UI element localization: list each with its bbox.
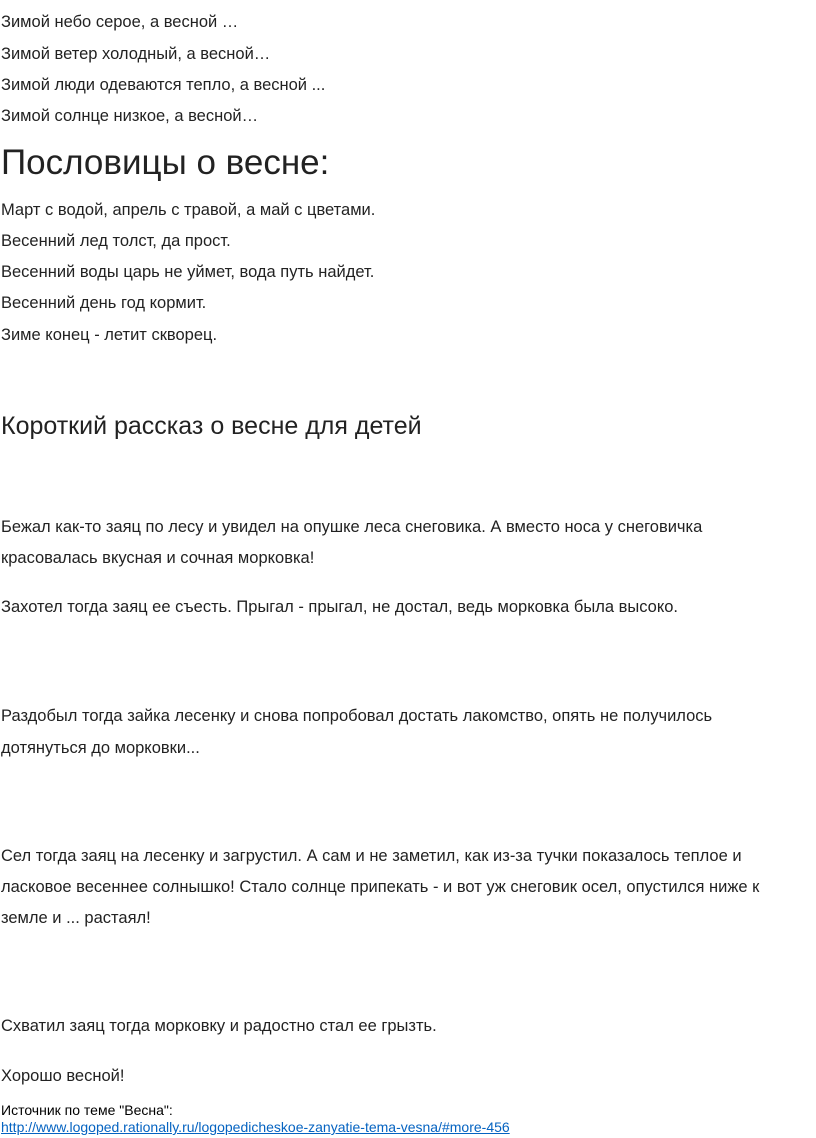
proverb-line: Весенний день год кормит. [1, 294, 207, 312]
riddle-line: Зимой люди одеваются тепло, а весной ... [1, 76, 326, 94]
story-line: Раздобыл тогда зайка лесенку и снова попробовал достать лакомство, опять не получилось [1, 707, 713, 725]
riddle-line: Зимой солнце низкое, а весной… [1, 107, 259, 125]
story-heading: Короткий рассказ о весне для детей [1, 412, 422, 440]
story-line: красовалась вкусная и сочная морковка! [1, 549, 315, 567]
story-line: Хорошо весной! [1, 1067, 125, 1085]
story-line: Схватил заяц тогда морковку и радостно стал ее грызть. [1, 1017, 437, 1035]
source-link[interactable]: http://www.logoped.rationally.ru/logopedicheskoe-zanyatie-tema-vesna/#more-456 [1, 1119, 510, 1135]
story-line: Сел тогда заяц на лесенку и загрустил. А сам и не заметил, как из-за тучки показалось теплое и [1, 847, 742, 865]
story-line: Захотел тогда заяц ее съесть. Прыгал - прыгал, не достал, ведь морковка была высоко. [1, 598, 678, 616]
story-line: дотянуться до морковки... [1, 739, 200, 757]
proverb-line: Весенний воды царь не уймет, вода путь найдет. [1, 263, 375, 281]
proverb-line: Зиме конец - летит скворец. [1, 326, 218, 344]
story-line: земле и ... растаял! [1, 909, 151, 927]
riddle-line: Зимой ветер холодный, а весной… [1, 45, 271, 63]
proverbs-heading: Пословицы о весне: [1, 143, 330, 182]
source-label: Источник по теме "Весна": [1, 1102, 173, 1118]
proverb-line: Весенний лед толст, да прост. [1, 232, 231, 250]
proverb-line: Март с водой, апрель с травой, а май с цветами. [1, 201, 376, 219]
story-line: ласковое весеннее солнышко! Стало солнце припекать - и вот уж снеговик осел, опустился ниже к [1, 878, 760, 896]
story-line: Бежал как-то заяц по лесу и увидел на опушке леса снеговика. А вместо носа у снеговичка [1, 518, 703, 536]
riddle-line: Зимой небо серое, а весной … [1, 13, 239, 31]
